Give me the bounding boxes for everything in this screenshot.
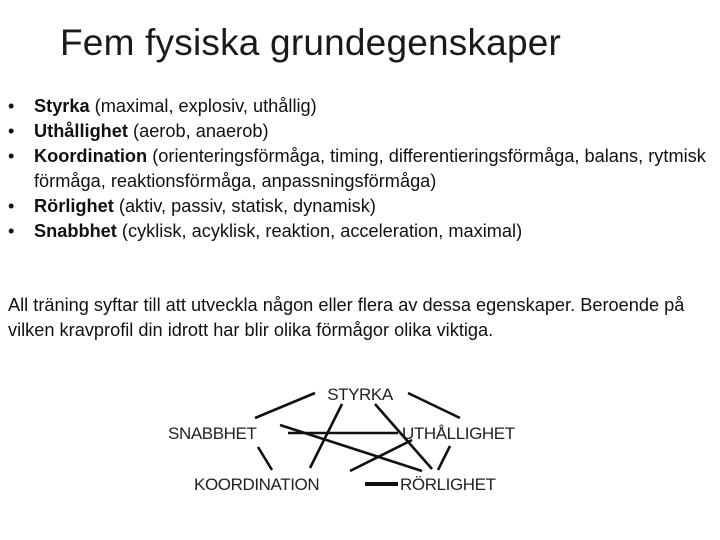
link-uthallighet-rorlighet bbox=[438, 446, 450, 470]
slide-title: Fem fysiska grundegenskaper bbox=[60, 22, 562, 63]
diagram-label-uthallighet: UTHÅLLIGHET bbox=[402, 424, 515, 443]
bullet-item-uthallighet bbox=[8, 119, 713, 144]
bullet-item-koordination bbox=[8, 144, 713, 194]
bullet-term: Uthållighet bbox=[34, 121, 128, 141]
bullet-detail: (aktiv, passiv, statisk, dynamisk) bbox=[113, 196, 376, 216]
bullet-detail: (aerob, anaerob) bbox=[127, 121, 269, 141]
link-styrka-snabbhet bbox=[255, 393, 315, 418]
diagram-label-styrka: STYRKA bbox=[327, 385, 393, 404]
summary-paragraph: All träning syftar till att utveckla någon eller flera av dessa egenskaper. Beroende på vilken kravprofil din idrott har blir olika förmågor olika viktiga. bbox=[8, 295, 685, 340]
bullet-term: Styrka bbox=[34, 96, 90, 116]
bullet-detail: (maximal, explosiv, uthållig) bbox=[89, 96, 317, 116]
link-uthallighet-koordination bbox=[350, 440, 412, 471]
link-styrka-uthallighet bbox=[408, 393, 460, 418]
diagram-label-koordination: KOORDINATION bbox=[194, 475, 320, 494]
bullet-term: Snabbhet bbox=[34, 221, 117, 241]
diagram-label-snabbhet: SNABBHET bbox=[168, 424, 257, 443]
relationship-diagram bbox=[160, 378, 560, 502]
bullet-detail: (cyklisk, acyklisk, reaktion, acceleration, maximal) bbox=[116, 221, 523, 241]
bullet-item-styrka bbox=[8, 94, 713, 119]
bullet-term: Rörlighet bbox=[34, 196, 114, 216]
bullet-list bbox=[8, 94, 713, 244]
bullet-detail: (orienteringsförmåga, timing, differentieringsförmåga, balans, rytmisk förmåga, reaktionsförmåga, anpassningsförmåga) bbox=[34, 146, 706, 191]
link-snabbhet-koordination bbox=[258, 447, 272, 470]
bullet-item-rorlighet bbox=[8, 194, 713, 219]
bullet-item-snabbhet bbox=[8, 219, 713, 244]
diagram-label-rorlighet: RÖRLIGHET bbox=[400, 475, 496, 494]
bullet-term: Koordination bbox=[34, 146, 148, 166]
